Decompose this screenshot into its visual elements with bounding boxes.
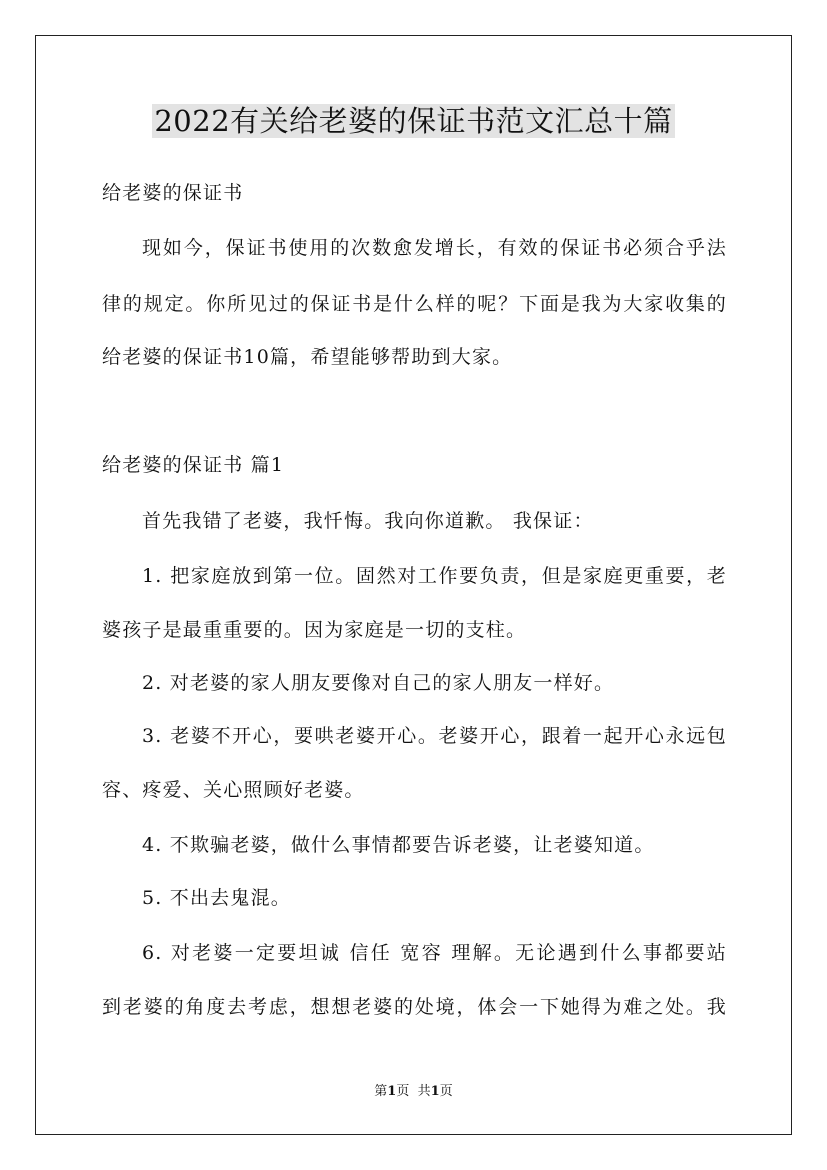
paragraph-line: 首先我错了老婆，我忏悔。我向你道歉。 我保证： <box>142 510 594 532</box>
list-item-line: 容、疼爱、关心照顾好老婆。 <box>102 779 365 801</box>
page-label-suffix: 页 <box>396 1084 410 1099</box>
section-heading: 给老婆的保证书 <box>102 182 244 204</box>
list-item-line: 6. 对老婆一定要坦诚 信任 宽容 理解。无论遇到什么事都要站 <box>142 942 727 964</box>
total-pages: 1 <box>430 1084 440 1099</box>
paragraph-line: 现如今，保证书使用的次数愈发增长，有效的保证书必须合乎法 <box>142 237 727 259</box>
list-item-line: 5. 不出去鬼混。 <box>142 887 291 909</box>
paragraph-line: 给老婆的保证书10篇，希望能够帮助到大家。 <box>102 346 513 368</box>
page-label-prefix: 第 <box>374 1084 388 1099</box>
list-item-line: 到老婆的角度去考虑，想想老婆的处境，体会一下她得为难之处。我 <box>102 996 727 1018</box>
total-label-suffix: 页 <box>439 1084 453 1099</box>
total-label-prefix: 共 <box>417 1084 431 1099</box>
list-item-line: 3. 老婆不开心，要哄老婆开心。老婆开心，跟着一起开心永远包 <box>142 725 727 747</box>
page-number: 1 <box>387 1084 397 1099</box>
document-title-block <box>0 100 827 142</box>
list-item-line: 4. 不欺骗老婆，做什么事情都要告诉老婆，让老婆知道。 <box>142 834 655 856</box>
document-title: 2022有关给老婆的保证书范文汇总十篇 <box>154 104 673 138</box>
list-item-line: 2. 对老婆的家人朋友要像对自己的家人朋友一样好。 <box>142 672 615 694</box>
page-footer <box>0 1084 827 1100</box>
paragraph-line: 律的规定。你所见过的保证书是什么样的呢？下面是我为大家收集的 <box>102 293 727 315</box>
list-item-line: 1. 把家庭放到第一位。固然对工作要负责，但是家庭更重要，老 <box>142 565 727 587</box>
list-item-line: 婆孩子是最重重要的。因为家庭是一切的支柱。 <box>102 619 527 641</box>
section-heading: 给老婆的保证书 篇1 <box>102 454 285 476</box>
